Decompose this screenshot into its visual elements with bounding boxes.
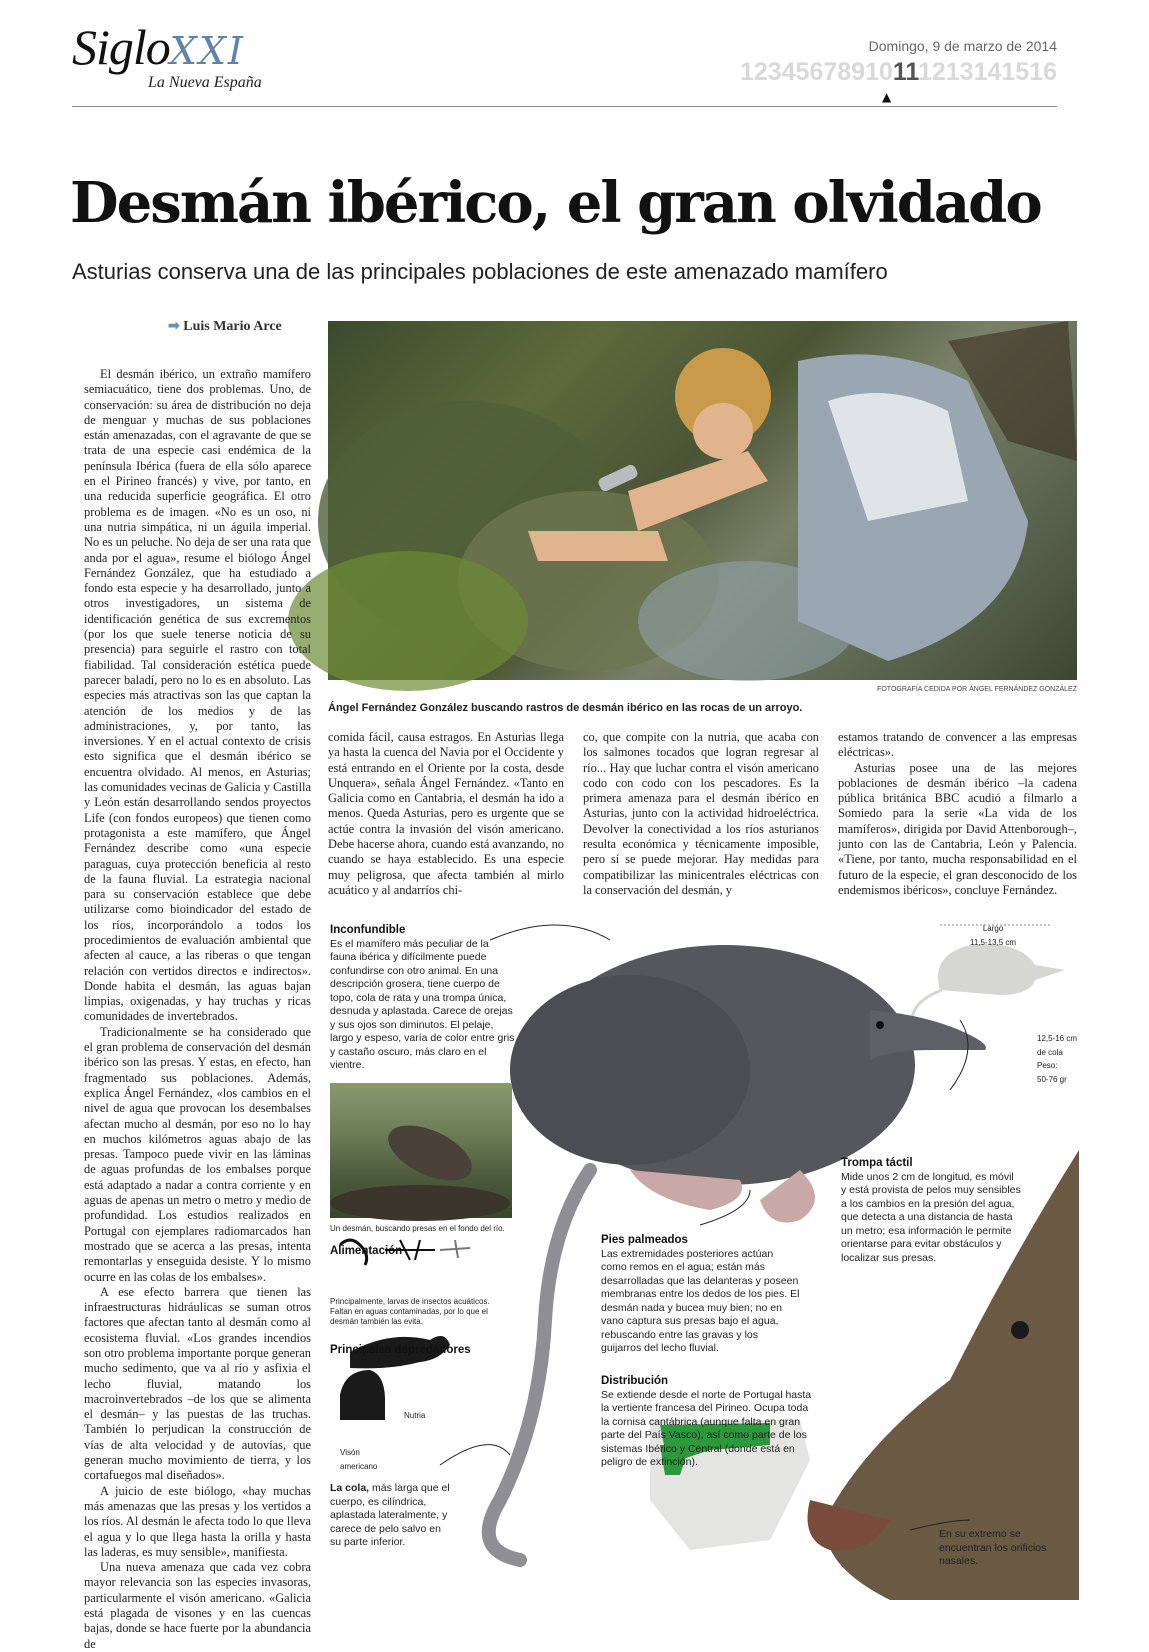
info-trompa (841, 1157, 1021, 1265)
info-inconfundible (330, 924, 516, 1073)
pages-after: 1213141516 (917, 58, 1057, 86)
info-title: Trompa táctil (841, 1157, 913, 1169)
pages-before: 12345678910 (739, 58, 893, 86)
peso-label: Peso: (1037, 1061, 1058, 1070)
small-photo-caption: Un desmán, buscando presas en el fondo del río. (330, 1224, 505, 1233)
photo-scene (328, 321, 1077, 680)
size-silhouette (938, 944, 1065, 995)
nutria-label: Nutria (404, 1411, 426, 1420)
info-title: Principales depredadores (330, 1344, 471, 1356)
masthead-logo (72, 18, 245, 76)
subheadline: Asturias conserva una de las principales poblaciones de este amenazado mamífero (72, 259, 888, 284)
small-photo-scene (330, 1083, 512, 1218)
info-title: Inconfundible (330, 924, 406, 936)
info-text: más larga que el cuerpo, es cilíndrica, aplastada lateralmente, y carece de pelo salvo en su parte inferior. (330, 1482, 450, 1548)
tail-length: 12,5-16 cm de cola (1037, 1034, 1078, 1057)
spacer (330, 1259, 510, 1297)
logo-main: Siglo (72, 19, 170, 75)
byline-author: Luis Mario Arce (183, 319, 282, 334)
byline (168, 318, 282, 335)
masthead-subtitle: La Nueva España (148, 74, 262, 91)
paragraph: A juicio de este biólogo, «hay muchas más amenazas que las presas y los vertidos a los ríos. Al desmán le afecta todo lo que lleva el agua y lo que llega hasta la orilla y hasta las laderas, es muy sensible», manifiesta. (84, 1483, 311, 1559)
vison-icon (340, 1370, 385, 1420)
info-alimentacion (330, 1245, 510, 1327)
info-cola (330, 1482, 450, 1550)
largo-label: Largo (982, 924, 1004, 933)
info-distribucion (601, 1375, 816, 1470)
info-pies (601, 1234, 801, 1356)
info-text: Se extiende desde el norte de Portugal hasta la vertiente francesa del Pirineo. Ocupa toda la cornisa cantábrica (aunque falta en gran parte del País Vasco), así como parte de los sistemas Ibérico y Central (donde está en peligro de extinción). (601, 1388, 812, 1468)
issue-date: Domingo, 9 de marzo de 2014 (868, 38, 1057, 54)
headline: Desmán ibérico, el gran olvidado (70, 170, 1041, 236)
masthead-rule (72, 106, 1057, 107)
largo-value: 11,5-13,5 cm (970, 937, 1017, 947)
info-extremo: En su extremo se encuentran los orificios nasales. (939, 1528, 1047, 1567)
size-length (970, 922, 1016, 949)
article-column-3 (583, 730, 819, 895)
paragraph: estamos tratando de convencer a las empresas eléctricas». (838, 730, 1077, 760)
info-text: Mide unos 2 cm de longitud, es móvil y está provista de pelos muy sensibles a los cambios en la presión del agua, que detecta a una distancia de hasta un metro; esa información le permite orientarse para evitar obstáculos y localizar sus presas. (841, 1170, 1021, 1264)
info-text: Principalmente, larvas de insectos acuáticos. Faltan en aguas contaminadas, por lo que el desmán también las evita. (330, 1296, 490, 1326)
logo-accent: XXI (169, 29, 245, 73)
main-photo (328, 321, 1077, 680)
paragraph: A ese efecto barrera que tienen las infraestructuras hidráulicas se suman otros factores que afectan tanto al desmán como al ecosistema fluvial. «Los grandes incendios son otro problema importante porque generan mucho sedimento, que va al río y asfixia el lecho fluvial, matando los macroinvertebrados –de los que se alimenta el desmán– y las puestas de las truchas. También lo perjudican la construcción de vías de alta velocidad y de autovías, que generan mucho movimiento de tierra, y los cortafuegos mal diseñados». (84, 1284, 311, 1483)
photo-caption: Ángel Fernández González buscando rastros de desmán ibérico en las rocas de un arroyo. (328, 702, 803, 714)
info-title: Distribución (601, 1375, 669, 1387)
info-title: La cola, (330, 1482, 370, 1494)
byline-arrow-icon: ➡ (168, 319, 180, 334)
vison-label: Visón americano (340, 1448, 378, 1471)
small-photo (330, 1083, 512, 1218)
paragraph: comida fácil, causa estragos. En Asturias llega ya hasta la cuenca del Navia por el Occidente y está entrando en el Oriente por la costa, desde Unquera», señala Ángel Fernández. «Tanto en Galicia como en Cantabria, el desmán ha ido a menos. Queda Asturias, pero es urgente que se actúe contra la invasión del visón americano. Debe hacerse ahora, cuando está avanzando, no cuando se haya establecido. Es una especie muy peligrosa, que afecta también al mirlo acuático y al andarríos chi- (328, 730, 564, 897)
info-text: Es el mamífero más peculiar de la fauna ibérica y difícilmente puede confundirse con otro animal. En una descripción grosera, tiene cuerpo de topo, cola de rata y una trompa única, desnuda y aplastada. Carece de orejas y sus ojos son diminutos. El pelaje, largo y espeso, varía de color entre gris y castaño oscuro, más claro en el vientre. (330, 937, 515, 1071)
paragraph: Tradicionalmente se ha considerado que el gran problema de conservación del desmán ibérico son las presas. Y estas, en efecto, han fragmentado sus poblaciones. Además, explica Ángel Fernández, «los cambios en el nivel de agua que provocan los desembalses afectan mucho al desmán, por eso no lo hay en muchos kilómetros aguas abajo de las presas. Tampoco puede vivir en las láminas de aguas profundas de los embalses porque está adaptado a nadar a contra corriente y en aguas de apenas un metro o metro y medio de profundidad. Los estudios realizados en Portugal con ejemplares radiomarcados han mostrado que se acerca a las presas, intenta remontarlas y enseguida desiste. Y lo mismo ocurre en las colas de los embalses». (84, 1024, 311, 1284)
size-tail-weight (1037, 1032, 1087, 1086)
current-page: 11 (892, 58, 918, 86)
paragraph: Asturias posee una de las mejores poblaciones de desmán ibérico –la cadena pública británica BBC acudió a filmarlo a Somiedo para la serie «La vida de los mamíferos», dirigida por David Attenborough–, junto con las de Cantabria, León y Palencia. «Tiene, por tanto, mucha responsabilidad en el futuro de la especie, el gran desconocido de los endemismos ibéricos», concluye Fernández. (838, 760, 1077, 897)
article-column-2 (328, 730, 564, 895)
article-column-4 (838, 730, 1077, 895)
article-column-1 (84, 367, 311, 1651)
info-depredadores (330, 1344, 471, 1358)
paragraph: Una nueva amenaza que cada vez cobra mayor relevancia son las especies invasoras, particularmente el visón americano. «Galicia está plagada de visones y en las cuencas bajas, donde se hace fuerte por la abundancia de (84, 1560, 311, 1651)
paragraph: El desmán ibérico, un extraño mamífero semiacuático, tiene dos problemas. Uno, de conservación: su área de distribución no deja de menguar y muchas de sus poblaciones están amenazadas, con el agravante de que se trata de una especie casi endémica de la península Ibérica (fuera de ella sólo aparece en el Pirineo francés) y vive, por tanto, en una reducida superficie geográfica. El otro problema es de imagen. «No es un oso, ni una nutria simpática, ni un águila imperial. No es un peluche. No deja de ser una rata que anda por el agua», resume el biólogo Ángel Fernández González, que ha estudiado a fondo esta especie y ha desarrollado, junto a otros investigadores, un sistema de identificación genética de sus excrementos (por los que suele tenerse noticia de su presencia) para seguirle el rastro con total fiabilidad. Tal consideración estética puede parecer baladí, pero no lo es en absoluto. Las especies más atractivas son las que captan la atención de los medios y de las administraciones, y, por tanto, las inversiones. Y en el actual contexto de crisis esto significa que el desmán ibérico se encuentra olvidado. Al menos, en Asturias; las comunidades vecinas de Galicia y Castilla y León están desarrollando sendos proyectos Life (con fondos europeos) que tienen como protagonista a este mamífero, que Ángel Fernández describe como «una especie paraguas, cuya protección beneficia al resto de la fauna fluvial. La estrategia nacional para su conservación establece que debe utilizarse como bioindicador del estado de los ríos, incorporándolo a todos los procedimientos de evaluación ambiental que afecten al cauce, a las riberas o que tengan relación con vertidos directos e indirectos». Donde habita el desmán, las aguas bajan limpias, oxigenadas, y hay truchas y ricas comunidades de invertebrados. (84, 367, 311, 1024)
paragraph: co, que compite con la nutria, que acaba con los salmones tocados que logran regresar al río... Hay que luchar contra el visón americano codo con codo con los pescadores. Es la primera amenaza para el desmán ibérico en Asturias, junto con la actividad hidroeléctrica. Devolver la conectividad a los ríos asturianos resulta económica y técnicamente imposible, pero sí se puede mejorar. Hay medidas para compatibilizar las minicentrales eléctricas con la conservación del desmán, y (583, 730, 819, 897)
current-page-marker: ▲ (882, 90, 892, 104)
desman-snout (870, 1010, 986, 1060)
info-text: Las extremidades posteriores actúan como remos en el agua; están más desarrolladas que las delanteras y poseen membranas entre los dedos de los pies. El desmán nada y bucea muy bien; no en vano captura sus presas bajo el agua, rebuscando entre las gravas y los guijarros del lecho fluvial. (601, 1247, 800, 1354)
photo-credit: FOTOGRAFÍA CEDIDA POR ÁNGEL FERNÁNDEZ GONZÁLEZ (877, 686, 1077, 693)
page-navigator (740, 58, 1057, 87)
info-title: Pies palmeados (601, 1234, 688, 1246)
peso-value: 50-76 gr (1037, 1074, 1067, 1084)
info-title: Alimentación (330, 1245, 403, 1257)
